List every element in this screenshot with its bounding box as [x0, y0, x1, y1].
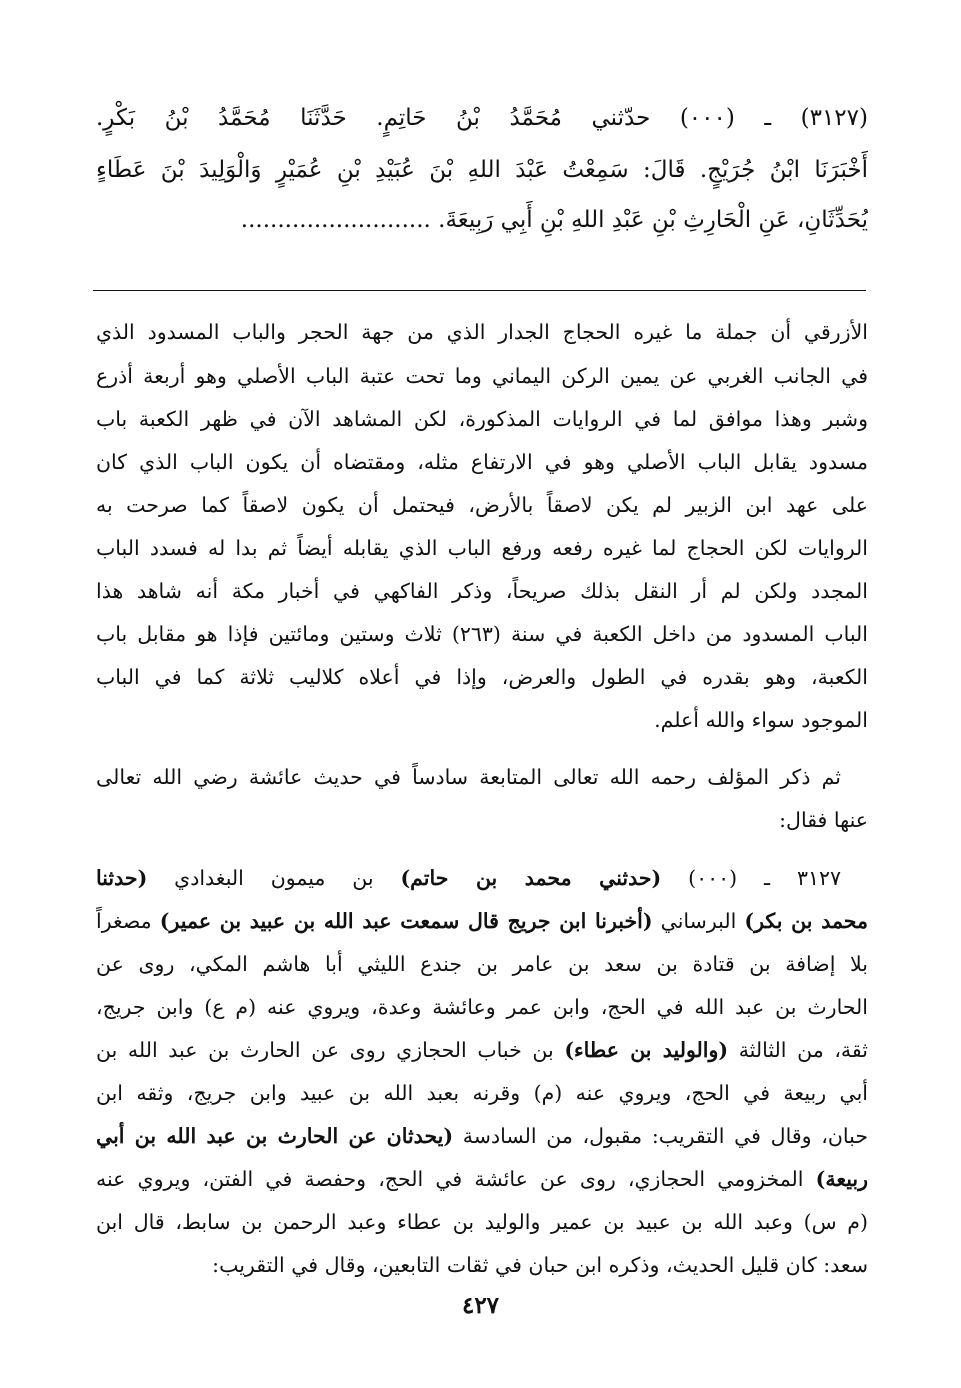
commentary-line-7: المجدد ولكن لم أر النقل بذلك صريحاً، وذكر الفاكهي في أخبار مكة أنه شاهد هذا — [96, 579, 868, 603]
narrators-line-5 — [96, 1030, 868, 1070]
plain-text: البرساني — [652, 909, 745, 933]
quoted-chain: (أخبرنا ابن جريج قال سمعت عبد الله بن عبيد بن عمير) — [159, 909, 653, 933]
hadith-line-2: أَخْبَرَنَا ابْنُ جُرَيْجٍ. قَالَ: سَمِعْتُ عَبْدَ اللهِ بْنَ عُبَيْدِ بْنِ عُمَيْرٍ وَالْوَلِيدَ بْنَ عَطَاءٍ — [96, 157, 868, 183]
plain-text: مصغراً — [96, 909, 160, 933]
quoted-chain: ربيعة) — [815, 1167, 868, 1191]
hadith-number: ٣١٢٧ ـ (٠٠٠) — [661, 866, 841, 890]
commentary-line-3: وشبر وهذا موافق لما في الروايات المذكورة، لكن المشاهد الآن في ظهر الكعبة باب — [96, 407, 868, 431]
quoted-chain: محمد بن بكر) — [744, 909, 868, 933]
commentary-line-4: مسدود يقابل الباب الأصلي وهو في الارتفاع مثله، ومقتضاه أن يكون الباب الذي كان — [96, 450, 868, 474]
narrators-line-2 — [96, 901, 868, 941]
plain-text: حبان، وقال في التقريب: مقبول، من السادسة — [453, 1124, 868, 1148]
bridge-line-1: ثم ذكر المؤلف رحمه الله تعالى المتابعة سادساً في حديث عائشة رضي الله تعالى — [96, 765, 841, 789]
narrators-line-10: سعد: كان قليل الحديث، وذكره ابن حبان في ثقات التابعين، وقال في التقريب: — [212, 1253, 868, 1277]
narrators-line-4: الحارث بن عبد الله في الحج، وابن عمر وعائشة وعدة، ويروي عنه (م ع) وابن جريج، — [96, 995, 868, 1019]
quoted-chain: (والوليد بن عطاء) — [564, 1038, 729, 1062]
commentary-line-2: في الجانب الغربي عن يمين الركن اليماني وما تحت عتبة الباب الأصلي وهو أربعة أذرع — [96, 364, 868, 388]
quoted-chain: (حدثنا — [96, 866, 148, 890]
plain-text: ثقة، من الثالثة — [728, 1038, 868, 1062]
narrators-line-1 — [96, 858, 841, 898]
plain-text: بن ميمون البغدادي — [147, 866, 401, 890]
quoted-chain: (يحدثان عن الحارث بن عبد الله بن أبي — [96, 1124, 454, 1148]
narrators-line-3: بلا إضافة بن قتادة بن سعد بن عامر بن جندع الليثي أبا هاشم المكي، روى عن — [96, 952, 868, 976]
narrators-line-9: (م س) وعبد الله بن عبيد بن عمير والوليد بن عطاء وعبد الرحمن بن سابط، قال ابن — [96, 1210, 868, 1234]
footnote-divider — [93, 290, 866, 291]
narrators-line-7 — [96, 1116, 868, 1156]
hadith-line-1: (٣١٢٧) ـ (٠٠٠) حدّثني مُحَمَّدُ بْنُ حَاتِمٍ. حَدَّثَنَا مُحَمَّدُ بْنُ بَكْرٍ. — [96, 105, 868, 131]
commentary-line-10: الموجود سواء والله أعلم. — [654, 708, 868, 732]
narrators-line-8 — [96, 1159, 868, 1199]
commentary-line-8: الباب المسدود من داخل الكعبة في سنة (٢٦٣) ثلاث وستين ومائتين فإذا هو مقابل باب — [96, 622, 868, 646]
bridge-line-2: عنها فقال: — [779, 808, 868, 832]
plain-text: المخزومي الحجازي، روى عن عائشة في الحج، وحفصة في الفتن، ويروي عنه — [96, 1167, 816, 1191]
narrators-line-6: أبي ربيعة في الحج، ويروي عنه (م) وقرنه بعبد الله بن عبيد وابن جريج، وثقه ابن — [96, 1081, 868, 1105]
quoted-chain: (حدثني محمد بن حاتم) — [400, 866, 662, 890]
hadith-line-3: يُحَدِّثَانِ، عَنِ الْحَارِثِ بْنِ عَبْدِ اللهِ بْنِ أَبِي رَبِيعَةَ. .......................... — [240, 207, 868, 233]
plain-text: بن خباب الحجازي روى عن الحارث بن عبد الله بن — [96, 1038, 565, 1062]
page-number: ٤٢٧ — [461, 1292, 500, 1319]
commentary-line-6: الروايات لكن الحجاج لما غيره رفعه ورفع الباب الذي يقابله أيضاً ثم بدا له فسدد الباب — [96, 536, 868, 560]
commentary-line-1: الأزرقي أن جملة ما غيره الحجاج الجدار الذي من جهة الحجر والباب المسدود الذي — [96, 320, 868, 344]
commentary-line-5: على عهد ابن الزبير لم يكن لاصقاً بالأرض، فيحتمل أن يكون لاصقاً كما صرحت به — [96, 493, 868, 517]
commentary-line-9: الكعبة، وهو بقدره في الطول والعرض، وإذا في أعلاه كلاليب ثلاثة كما في الباب — [96, 665, 868, 689]
